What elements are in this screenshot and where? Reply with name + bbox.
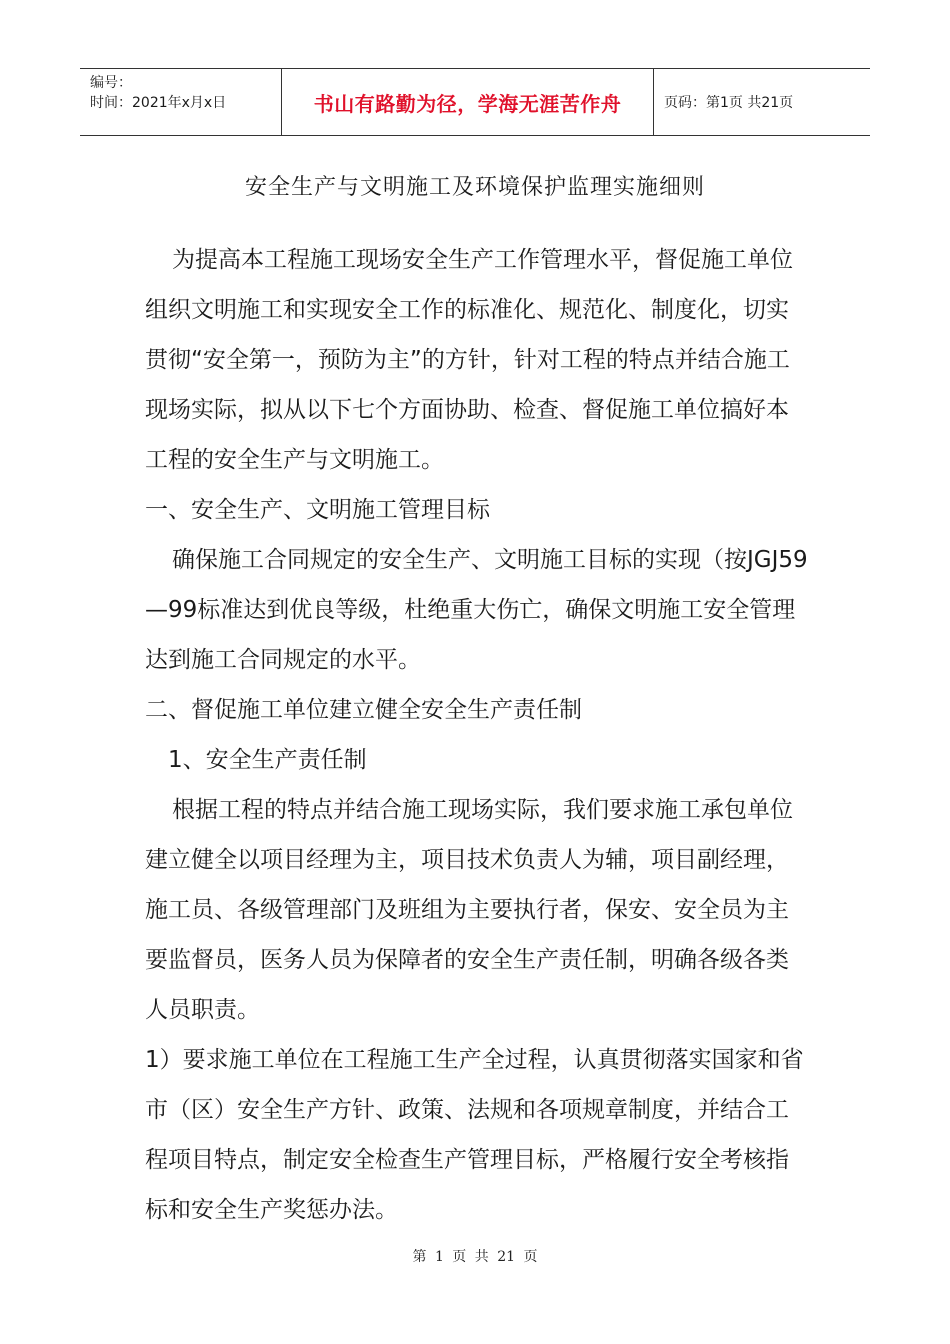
header-meta-cell [80, 69, 282, 135]
paragraph-responsibility: 根据工程的特点并结合施工现场实际，我们要求施工承包单位建立健全以项目经理为主，项目技术负责人为辅，项目副经理，施工员、各级管理部门及班组为主要执行者，保安、安全员为主要监督员，医务人员为保障者的安全生产责任制，明确各级各类人员职责。 [145, 797, 793, 1023]
document-header-table [80, 68, 870, 136]
doc-time-label: 时间：2021年x月x日 [90, 95, 227, 111]
header-page-info: 页码：第1页 共21页 [664, 95, 794, 111]
header-motto-cell [282, 69, 654, 135]
paragraph-goal: 确保施工合同规定的安全生产、文明施工目标的实现（按JGJ59—99标准达到优良等级，杜绝重大伤亡，确保文明施工安全管理达到施工合同规定的水平。 [145, 547, 808, 673]
header-page-cell [654, 69, 870, 135]
section-heading-2: 二、督促施工单位建立健全安全生产责任制 [145, 697, 582, 723]
document-body [145, 235, 810, 1235]
page-footer: 第 1 页 共 21 页 [412, 1249, 538, 1265]
paragraph-intro: 为提高本工程施工现场安全生产工作管理水平，督促施工单位组织文明施工和实现安全工作的标准化、规范化、制度化，切实贯彻“安全第一，预防为主”的方针，针对工程的特点并结合施工现场实际，拟从以下七个方面协助、检查、督促施工单位搞好本工程的安全生产与文明施工。 [145, 247, 793, 473]
header-motto: 书山有路勤为径，学海无涯苦作舟 [313, 91, 622, 116]
doc-code-label: 编号： [90, 75, 132, 91]
section-heading-1: 一、安全生产、文明施工管理目标 [145, 497, 490, 523]
paragraph-item-1: 1）要求施工单位在工程施工生产全过程，认真贯彻落实国家和省市（区）安全生产方针、政策、法规和各项规章制度，并结合工程项目特点，制定安全检查生产管理目标，严格履行安全考核指标和安全生产奖惩办法。 [145, 1047, 804, 1223]
subsection-heading-1: 1、安全生产责任制 [168, 747, 367, 773]
document-title: 安全生产与文明施工及环境保护监理实施细则 [244, 175, 705, 200]
